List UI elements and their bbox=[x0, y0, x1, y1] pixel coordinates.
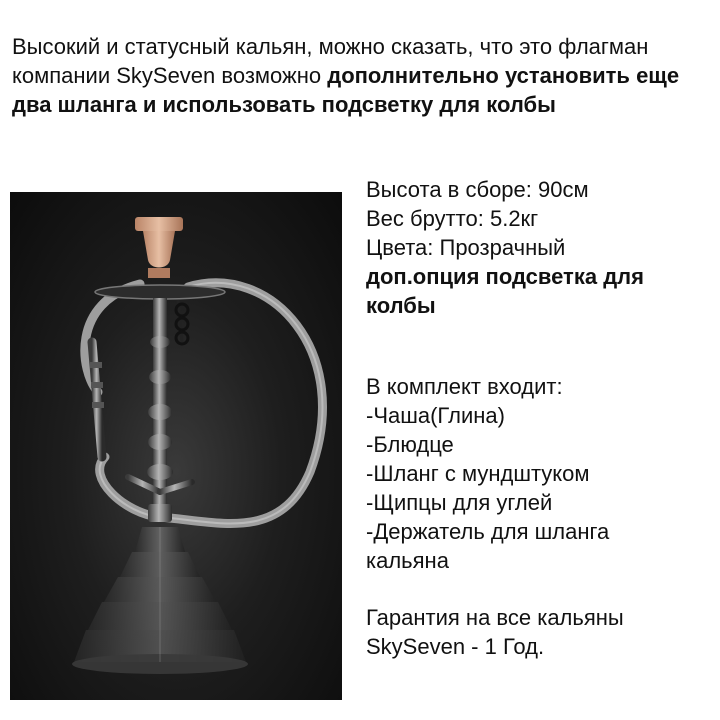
kit-item: кальяна bbox=[366, 548, 449, 573]
tray bbox=[95, 285, 225, 299]
specifications bbox=[366, 175, 711, 661]
kit-heading: В комплект входит: bbox=[366, 374, 563, 399]
kit-item: -Держатель для шланга bbox=[366, 519, 610, 544]
description-bold-text: дополнительно установить еще два шланга и использовать подсветку для колбы bbox=[12, 63, 680, 117]
hose bbox=[100, 283, 323, 524]
mouthpiece bbox=[92, 342, 102, 457]
kit-item: -Чаша(Глина) bbox=[366, 403, 505, 428]
spec-height: Высота в сборе: 90см bbox=[366, 177, 589, 202]
glass-base bbox=[72, 527, 248, 674]
spec-option-line1: доп.опция подсветка для bbox=[366, 264, 644, 289]
warranty bbox=[366, 603, 711, 661]
description-text: Высокий и статусный кальян, можно сказать, что это флагман компании SkySeven возможно bbox=[12, 34, 649, 88]
bowl bbox=[135, 217, 183, 231]
spec-weight: Вес брутто: 5.2кг bbox=[366, 206, 539, 231]
hookah-photo bbox=[10, 192, 342, 700]
warranty-line1: Гарантия на все кальяны bbox=[366, 605, 624, 630]
kit-item: -Щипцы для углей bbox=[366, 490, 553, 515]
kit-list bbox=[366, 372, 711, 575]
spec-colors: Цвета: Прозрачный bbox=[366, 235, 566, 260]
warranty-line2: SkySeven - 1 Год. bbox=[366, 634, 545, 659]
kit-item: -Блюдце bbox=[366, 432, 454, 457]
hookah-illustration bbox=[10, 192, 342, 700]
spec-option-line2: колбы bbox=[366, 293, 436, 318]
kit-item: -Шланг с мундштуком bbox=[366, 461, 590, 486]
product-description bbox=[12, 32, 702, 119]
